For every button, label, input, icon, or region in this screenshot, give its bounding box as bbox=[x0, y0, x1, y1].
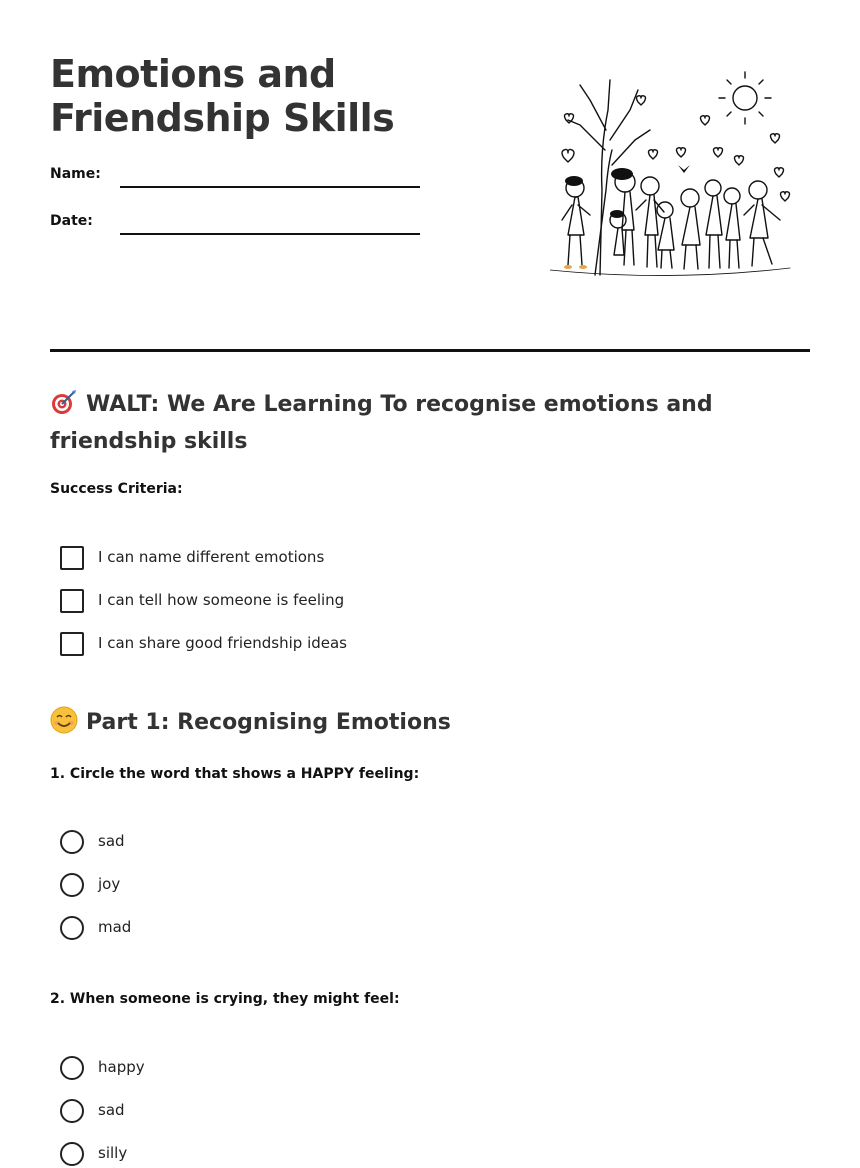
question-2-option[interactable] bbox=[60, 1056, 660, 1082]
walt-heading-text: WALT: We Are Learning To recognise emotions and friendship skills bbox=[50, 392, 713, 454]
children-under-tree-illustration bbox=[550, 70, 795, 285]
question-1-option[interactable] bbox=[60, 830, 660, 856]
name-label: Name: bbox=[50, 166, 101, 182]
question-2-option[interactable] bbox=[60, 1099, 660, 1125]
criteria-checkbox[interactable] bbox=[60, 546, 84, 570]
question-1-option[interactable] bbox=[60, 873, 660, 899]
date-line[interactable] bbox=[120, 233, 420, 235]
criteria-text: I can name different emotions bbox=[98, 548, 325, 566]
question-2-prompt: 2. When someone is crying, they might feel: bbox=[50, 991, 400, 1007]
option-text: mad bbox=[98, 918, 132, 936]
part1-heading bbox=[50, 704, 810, 741]
radio-button[interactable] bbox=[60, 1099, 84, 1123]
date-field[interactable] bbox=[50, 213, 420, 243]
dart-target-icon bbox=[50, 388, 78, 416]
radio-button[interactable] bbox=[60, 916, 84, 940]
part1-heading-text: Part 1: Recognising Emotions bbox=[86, 710, 451, 735]
header-divider bbox=[50, 349, 810, 352]
criteria-text: I can share good friendship ideas bbox=[98, 634, 347, 652]
criteria-item[interactable] bbox=[60, 546, 660, 572]
question-1-option[interactable] bbox=[60, 916, 660, 942]
option-text: sad bbox=[98, 1101, 125, 1119]
option-text: silly bbox=[98, 1144, 128, 1162]
criteria-item[interactable] bbox=[60, 632, 660, 658]
option-text: sad bbox=[98, 832, 125, 850]
smiling-face-icon bbox=[50, 706, 78, 734]
criteria-text: I can tell how someone is feeling bbox=[98, 591, 345, 609]
criteria-checkbox[interactable] bbox=[60, 589, 84, 613]
page-title: Emotions and Friendship Skills bbox=[50, 52, 395, 140]
question-2-option[interactable] bbox=[60, 1142, 660, 1168]
radio-button[interactable] bbox=[60, 1142, 84, 1166]
name-field[interactable] bbox=[50, 166, 420, 196]
option-text: happy bbox=[98, 1058, 145, 1076]
success-criteria-label: Success Criteria: bbox=[50, 481, 183, 497]
date-label: Date: bbox=[50, 213, 93, 229]
walt-heading bbox=[50, 386, 810, 460]
name-line[interactable] bbox=[120, 186, 420, 188]
radio-button[interactable] bbox=[60, 830, 84, 854]
radio-button[interactable] bbox=[60, 873, 84, 897]
question-1-prompt: 1. Circle the word that shows a HAPPY feeling: bbox=[50, 766, 420, 782]
criteria-item[interactable] bbox=[60, 589, 660, 615]
criteria-checkbox[interactable] bbox=[60, 632, 84, 656]
radio-button[interactable] bbox=[60, 1056, 84, 1080]
option-text: joy bbox=[98, 875, 121, 893]
